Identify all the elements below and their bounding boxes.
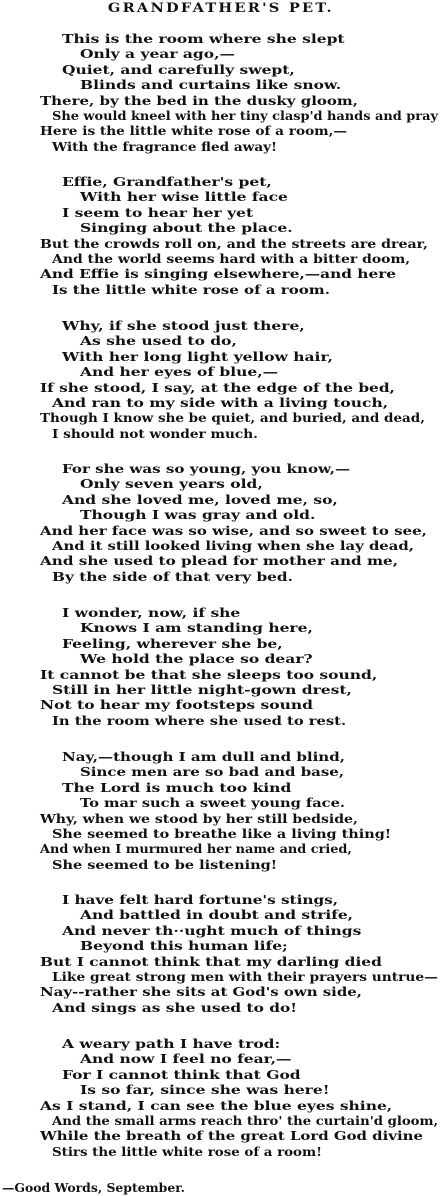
poem-line: Only seven years old, [80,476,263,491]
poem-line: For she was so young, you know,— [62,461,351,476]
poem-line: Singing about the place. [80,220,293,235]
poem-line: Nay,—though I am dull and blind, [62,749,345,764]
poem-line: Here is the little white rose of a room,— [40,123,348,138]
poem-title: GRANDFATHER'S PET. [107,1,334,16]
poem-line: With her wise little face [80,189,288,204]
poem-line: For I cannot think that God [62,1067,301,1082]
poem-line: Why, when we stood by her still bedside, [40,811,358,826]
poem-line: And her eyes of blue,— [80,364,279,379]
poem-line: But I cannot think that my darling died [40,954,382,969]
poem-line: With her long light yellow hair, [62,349,333,364]
poem-line: Though I know she be quiet, and buried, and dead, [40,410,425,425]
poem-line: By the side of that very bed. [52,569,294,584]
poem-line: And sings as she used to do! [52,1000,298,1015]
poem-line: She seemed to be listening! [52,857,278,872]
poem-line: And she loved me, loved me, so, [62,492,338,507]
poem-line: I have felt hard fortune's stings, [62,892,339,907]
poem-line: There, by the bed in the dusky gloom, [40,93,359,108]
source-credit: —Good Words, September. [2,1180,185,1195]
poem-line: Is so far, since she was here! [80,1082,330,1097]
poem-line: With the fragrance fled away! [52,139,277,154]
poem-line: And battled in doubt and strife, [80,907,353,922]
poem-line: The Lord is much too kind [62,780,292,795]
poem-line: And the small arms reach thro' the curtain'd gloom, [52,1113,439,1128]
poem-line: Since men are so bad and base, [80,764,345,779]
poem-line: And the world seems hard with a bitter doom, [52,251,411,266]
poem-line: It cannot be that she sleeps too sound, [40,667,378,682]
poem-line: And ran to my side with a living touch, [52,395,389,410]
poem-line: As I stand, I can see the blue eyes shine, [40,1098,393,1113]
poem-line: Knows I am standing here, [80,620,313,635]
poem-line: And Effie is singing elsewhere,—and here [40,266,397,281]
poem-line: If she stood, I say, at the edge of the bed, [40,380,395,395]
poem-line: Beyond this human life; [80,938,288,953]
poem-line: And now I feel no fear,— [80,1051,292,1066]
poem-line: She would kneel with her tiny clasp'd hands and pray [52,108,438,123]
poem-line: I seem to hear her yet [62,205,254,220]
poem-line: In the room where she used to rest. [52,713,347,728]
poem-line: Stirs the little white rose of a room! [52,1144,323,1159]
poem-line: I wonder, now, if she [62,605,241,620]
poem-line: But the crowds roll on, and the streets are drear, [40,236,428,251]
poem-line: We hold the place so dear? [80,651,313,666]
poem-line: And never th··ught much of things [62,923,362,938]
poem-line: Nay--rather she sits at God's own side, [40,984,362,999]
poem-line: Like great strong men with their prayers untrue— [52,969,438,984]
poem-line: Effie, Grandfather's pet, [62,174,272,189]
poem-line: While the breath of the great Lord God divine [40,1128,423,1143]
poem-line: Blinds and curtains like snow. [80,77,342,92]
poem-line: Only a year ago,— [80,46,235,61]
poem-line: And she used to plead for mother and me, [40,553,399,568]
poem-line: I should not wonder much. [52,426,258,441]
poem-line: Though I was gray and old. [80,507,316,522]
poem-line: Quiet, and carefully swept, [62,62,295,77]
poem-line: Is the little white rose of a room. [52,282,330,297]
poem-line: Still in her little night-gown drest, [52,682,352,697]
poem-line: She seemed to breathe like a living thing! [52,826,392,841]
poem-line: To mar such a sweet young face. [80,795,345,810]
poem-line: And when I murmured her name and cried, [40,841,352,856]
poem-line: As she used to do, [80,333,237,348]
poem-line: Feeling, wherever she be, [62,636,283,651]
poem-line: And her face was so wise, and so sweet to see, [40,523,427,538]
poem-line: A weary path I have trod: [62,1036,281,1051]
poem-line: Why, if she stood just there, [62,318,305,333]
poem-line: And it still looked living when she lay dead, [52,538,414,553]
poem-line: Not to hear my footsteps sound [40,697,313,712]
poem-line: This is the room where she slept [62,31,345,46]
